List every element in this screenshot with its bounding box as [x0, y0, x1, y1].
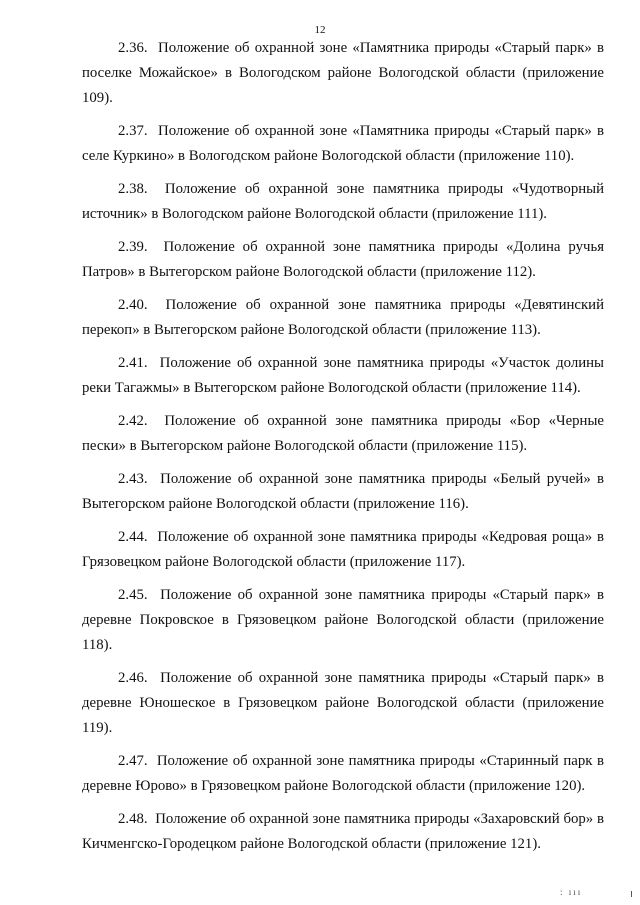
list-item — [82, 807, 604, 857]
scan-artifact: : ııı — [560, 887, 583, 897]
list-item — [82, 666, 604, 741]
item-number: 2.36. — [118, 40, 148, 56]
list-item — [82, 36, 604, 111]
item-number: 2.43. — [118, 471, 148, 487]
item-text: Положение об охранной зоне памятника природы «Долина ручья Патров» в Вытегорском районе Вологодской области (приложение 112). — [82, 239, 604, 280]
list-item — [82, 293, 604, 343]
item-number: 2.39. — [118, 239, 148, 255]
item-number: 2.38. — [118, 181, 148, 197]
item-text: Положение об охранной зоне памятника природы «Старый парк» в деревне Юношеское в Грязовецком районе Вологодской области (приложение 119). — [82, 670, 604, 736]
page-number: 12 — [314, 24, 326, 36]
item-text: Положение об охранной зоне памятника природы «Кедровая роща» в Грязовецком районе Вологодской области (приложение 117). — [82, 529, 605, 570]
item-number: 2.42. — [118, 413, 148, 429]
list-item — [82, 351, 604, 401]
item-number: 2.41. — [118, 355, 148, 371]
scan-edge-artifact — [631, 891, 632, 897]
item-number: 2.48. — [118, 811, 148, 827]
list-item — [82, 749, 604, 799]
item-text: Положение об охранной зоне памятника природы «Девятинский перекоп» в Вытегорском районе Вологодской области (приложение 113). — [82, 297, 604, 338]
list-item — [82, 409, 604, 459]
list-item — [82, 119, 604, 169]
list-item — [82, 583, 604, 658]
item-text: Положение об охранной зоне памятника природы «Старый парк» в деревне Покровское в Грязовецком районе Вологодской области (приложение 118). — [82, 587, 604, 653]
item-number: 2.44. — [118, 529, 148, 545]
list-item — [82, 177, 604, 227]
item-number: 2.45. — [118, 587, 148, 603]
item-text: Положение об охранной зоне памятника природы «Бор «Черные пески» в Вытегорском районе Вологодской области (приложение 115). — [82, 413, 604, 454]
list-item — [82, 467, 604, 517]
list-item — [82, 235, 604, 285]
item-number: 2.47. — [118, 753, 148, 769]
item-text: Положение об охранной зоне памятника природы «Захаровский бор» в Кичменгско-Городецком районе Вологодской области (приложение 121). — [82, 811, 604, 852]
item-text: Положение об охранной зоне памятника природы «Участок долины реки Тагажмы» в Вытегорском районе Вологодской области (приложение 114). — [82, 355, 604, 396]
list-item — [82, 525, 604, 575]
item-text: Положение об охранной зоне памятника природы «Белый ручей» в Вытегорском районе Вологодской области (приложение 116). — [82, 471, 604, 512]
item-number: 2.40. — [118, 297, 148, 313]
item-text: Положение об охранной зоне памятника природы «Старинный парк в деревне Юрово» в Грязовецком районе Вологодской области (приложение 120). — [82, 753, 604, 794]
item-number: 2.46. — [118, 670, 148, 686]
document-body — [82, 36, 604, 865]
item-text: Положение об охранной зоне «Памятника природы «Старый парк» в селе Куркино» в Вологодском районе Вологодской области (приложение 110). — [82, 123, 604, 164]
item-text: Положение об охранной зоне памятника природы «Чудотворный источник» в Вологодском районе Вологодской области (приложение 111). — [82, 181, 605, 222]
item-text: Положение об охранной зоне «Памятника природы «Старый парк» в поселке Можайское» в Вологодском районе Вологодской области (приложение 109). — [82, 40, 604, 106]
item-number: 2.37. — [118, 123, 148, 139]
